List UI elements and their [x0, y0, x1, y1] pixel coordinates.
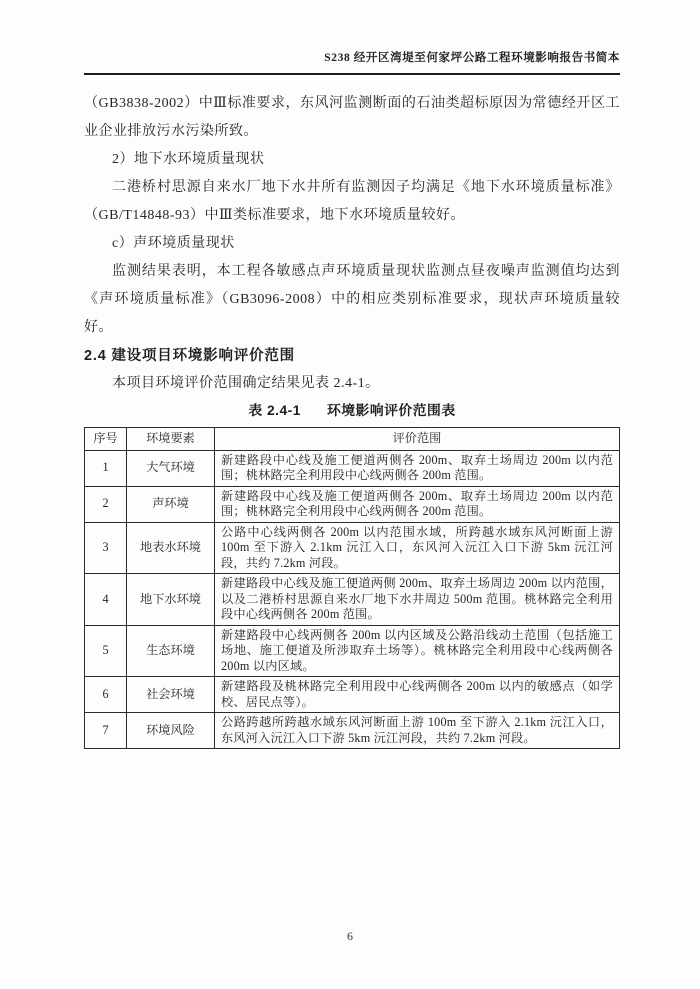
- table-row: [85, 574, 620, 626]
- page-number: 6: [347, 929, 353, 943]
- section-heading-2-4: 2.4 建设项目环境影响评价范围: [84, 348, 295, 364]
- header-cell-no: 序号: [85, 428, 127, 451]
- table-row: [85, 625, 620, 677]
- scope-cell: 公路中心线两侧各 200m 以内范围水域，所跨越水域东风河断面上游 100m 至下游入 2.1km 沅江入口，东风河入沅江入口下游 5km 沅江河段，共约 7.2km 河段。: [215, 522, 620, 574]
- scope-table: [84, 427, 620, 749]
- table-row: [85, 486, 620, 522]
- row-number-cell: 7: [85, 713, 127, 749]
- row-number-cell: 6: [85, 677, 127, 713]
- row-number-cell: 1: [85, 450, 127, 486]
- table-row: [85, 713, 620, 749]
- element-cell: 社会环境: [127, 677, 215, 713]
- header-cell-element: 环境要素: [127, 428, 215, 451]
- scope-cell: 新建路段中心线及施工便道两侧各 200m、取弃土场周边 200m 以内范围；桃林路完全利用段中心线两侧各 200m 范围。: [215, 450, 620, 486]
- page-header: [84, 50, 620, 75]
- table-row: [85, 522, 620, 574]
- scope-cell: 新建路段中心线两侧各 200m 以内区域及公路沿线动土范围（包括施工场地、施工便道及所涉取弃土场等）。桃林路完全利用段中心线两侧各 200m 以内区域。: [215, 625, 620, 677]
- element-cell: 环境风险: [127, 713, 215, 749]
- scope-cell: 公路跨越所跨越水域东风河断面上游 100m 至下游入 2.1km 沅江入口，东风河入沅江入口下游 5km 沅江河段，共约 7.2km 河段。: [215, 713, 620, 749]
- table-row: [85, 677, 620, 713]
- running-header-title: S238 经开区湾堤至何家坪公路工程环境影响报告书简本: [324, 52, 620, 64]
- paragraph-table-intro: 本项目环境评价范围确定结果见表 2.4-1。: [112, 376, 380, 391]
- scope-cell: 新建路段中心线及施工便道两侧各 200m、取弃土场周边 200m 以内范围；桃林路完全利用段中心线两侧各 200m 范围。: [215, 486, 620, 522]
- paragraph-groundwater: 二港桥村思源自来水厂地下水井所有监测因子均满足《地下水环境质量标准》（GB/T14848-93）中Ⅲ类标准要求，地下水环境质量较好。: [84, 180, 620, 223]
- page-footer: [0, 929, 700, 944]
- table-caption-label: 表 2.4-1: [248, 403, 301, 418]
- table-header-row: [85, 428, 620, 451]
- paragraph-continuation: （GB3838-2002）中Ⅲ标准要求，东风河监测断面的石油类超标原因为常德经开区工业企业排放污水污染所致。: [84, 96, 620, 139]
- row-number-cell: 5: [85, 625, 127, 677]
- paragraph-noise: 监测结果表明，本工程各敏感点声环境质量现状监测点昼夜噪声监测值均达到《声环境质量标准》（GB3096-2008）中的相应类别标准要求，现状声环境质量较好。: [84, 264, 620, 335]
- element-cell: 生态环境: [127, 625, 215, 677]
- list-heading-noise: c）声环境质量现状: [112, 236, 235, 251]
- row-number-cell: 2: [85, 486, 127, 522]
- table-caption-title: 环境影响评价范围表: [326, 403, 456, 418]
- scope-cell: 新建路段及桃林路完全利用段中心线两侧各 200m 以内的敏感点（如学校、居民点等）。: [215, 677, 620, 713]
- element-cell: 地下水环境: [127, 574, 215, 626]
- element-cell: 大气环境: [127, 450, 215, 486]
- list-heading-groundwater: 2）地下水环境质量现状: [112, 152, 265, 167]
- scope-cell: 新建路段中心线及施工便道两侧 200m、取弃土场周边 200m 以内范围，以及二港桥村思源自来水厂地下水井周边 500m 范围。桃林路完全利用段中心线两侧各 200m 范围。: [215, 574, 620, 626]
- table-caption: [84, 399, 620, 423]
- header-rule: [84, 73, 620, 75]
- scope-table-body: [85, 450, 620, 749]
- header-cell-scope: 评价范围: [215, 428, 620, 451]
- row-number-cell: 3: [85, 522, 127, 574]
- element-cell: 声环境: [127, 486, 215, 522]
- table-row: [85, 450, 620, 486]
- element-cell: 地表水环境: [127, 522, 215, 574]
- document-body: [84, 90, 620, 749]
- row-number-cell: 4: [85, 574, 127, 626]
